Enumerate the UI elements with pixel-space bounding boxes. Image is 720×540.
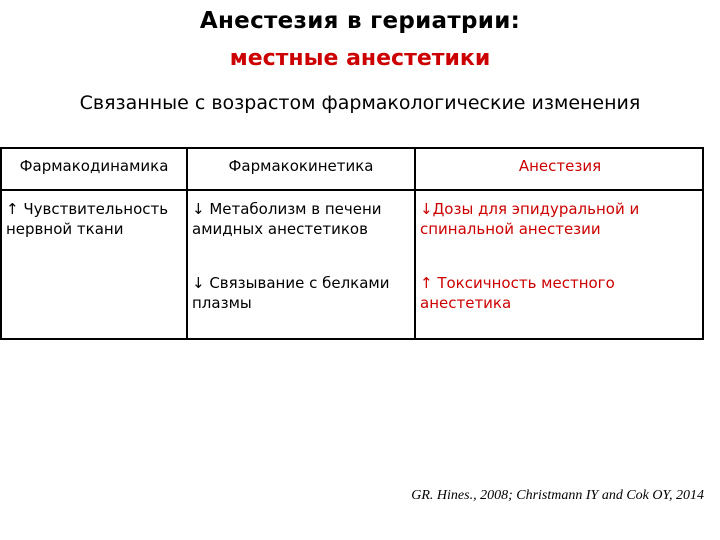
cell-line: ↓Дозы для эпидуральной и [420, 200, 640, 218]
cell-line: ↑ Токсичность местного [420, 274, 615, 292]
column-divider-1 [186, 149, 188, 338]
cell-line: спинальной анестезии [420, 220, 601, 238]
citation: GR. Hines., 2008; Christmann IY and Cok OY, 2014 [411, 488, 704, 503]
comparison-table [0, 147, 704, 340]
cell-line: ↓ Связывание с белками [192, 274, 390, 292]
cell-line: амидных анестетиков [192, 220, 368, 238]
cell-line: анестетика [420, 294, 512, 312]
header-anesthesia: Анестезия [518, 157, 602, 175]
column-divider-2 [414, 149, 416, 338]
cell-line: ↑ Чувствительность [6, 200, 169, 218]
cell-line: нервной ткани [6, 220, 124, 238]
row1-pharmacokinetics-cell [192, 199, 382, 239]
header-pharmacodynamics: Фармакодинамика [19, 157, 169, 175]
slide-title: Анестезия в гериатрии: [199, 8, 521, 34]
row1-pharmacodynamics-cell [6, 199, 168, 239]
row2-anesthesia-cell [420, 273, 615, 313]
row2-pharmacokinetics-cell [192, 273, 389, 313]
cell-line: ↓ Метаболизм в печени [192, 200, 382, 218]
cell-line: плазмы [192, 294, 252, 312]
row1-anesthesia-cell [420, 199, 639, 239]
slide-subtitle: местные анестетики [229, 46, 491, 71]
section-heading: Связанные с возрастом фармакологические изменения [79, 92, 641, 114]
header-pharmacokinetics: Фармакокинетика [228, 157, 374, 175]
table-header-divider [2, 189, 702, 191]
